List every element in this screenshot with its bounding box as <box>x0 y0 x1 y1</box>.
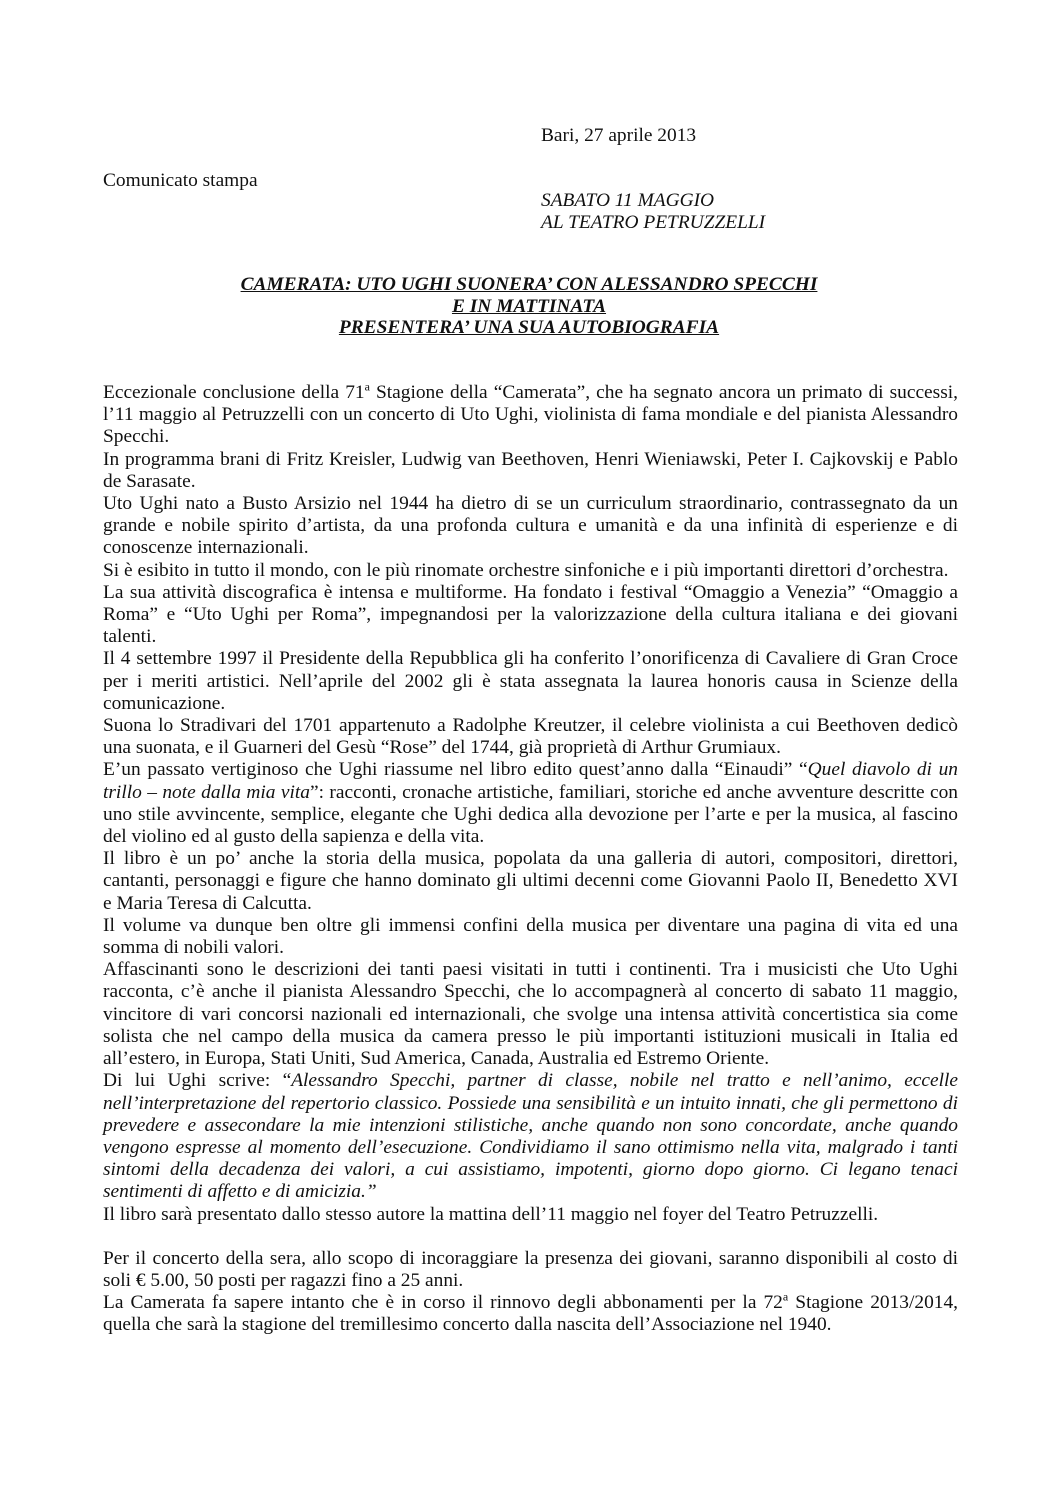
paragraph <box>103 1289 958 1336</box>
document-type: Comunicato stampa <box>103 170 258 191</box>
paragraph <box>103 759 958 848</box>
paragraph-text: Stagione della “Camerata”, che ha segnato ancora un primato di successi, l’11 maggio al Petruzzelli con un concerto di Uto Ughi, violinista di fama mondiale e del pianista Alessandro Specchi. <box>103 382 958 448</box>
paragraph: Per il concerto della sera, allo scopo di incoraggiare la presenza dei giovani, saranno disponibili al costo di soli € 5.00, 50 posti per ragazzi fino a 25 anni. <box>103 1247 958 1291</box>
paragraph: Si è esibito in tutto il mondo, con le più rinomate orchestre sinfoniche e i più importanti direttori d’orchestra. <box>103 559 949 581</box>
paragraph: Il libro è un po’ anche la storia della musica, popolata da una galleria di autori, compositori, direttori, cantanti, personaggi e figure che hanno dominato gli ultimi decenni come Giovanni Paolo II, Benedetto XVI e Maria Teresa di Calcutta. <box>103 848 958 914</box>
ordinal-superscript: a <box>782 1289 789 1304</box>
headline-line-2: E IN MATTINATA <box>451 295 607 317</box>
headline <box>103 274 955 339</box>
paragraph: Il libro sarà presentato dallo stesso autore la mattina dell’11 maggio nel foyer del Teatro Petruzzelli. <box>103 1203 879 1225</box>
paragraph: La sua attività discografica è intensa e multiforme. Ha fondato i festival “Omaggio a Venezia” “Omaggio a Roma” e “Uto Ughi per Roma”, impegnandosi per la valorizzazione della cultura italiana e dei giovani talenti. <box>103 581 958 648</box>
paragraph-text: Stagione 2013/2014, quella che sarà la stagione del tremillesimo concerto dalla nascita dell’Associazione nel 1940. <box>103 1292 958 1336</box>
quotation: Alessandro Specchi, partner di classe, nobile nel tratto e nell’animo, eccelle nell’interpretazione del repertorio classico. Possiede una sensibilità e un intuito innati, che gli permettono di prevedere e assecondare la mie intenzioni stilistiche, anche quando non sono concordate, anche quando vengono espresse al momento dell’esecuzione. Condividiamo il sano ottimismo nella vita, malgrado i tanti sintomi della decadenza dei valori, a cui assistiamo, impotenti, giorno dopo giorno. Ci legano tenaci sentimenti di affetto e di amicizia.” <box>103 1070 959 1203</box>
paragraph-text: Di lui Ughi scrive: “ <box>103 1070 292 1092</box>
paragraph: Suona lo Stradivari del 1701 appartenuto a Radolphe Kreutzer, il celebre violinista a cui Beethoven dedicò una suonata, e il Guarneri del Gesù “Rose” del 1744, già proprietà di Arthur Grumiaux. <box>103 715 958 759</box>
event-info <box>541 190 765 234</box>
paragraph: Uto Ughi nato a Busto Arsizio nel 1944 ha dietro di se un curriculum straordinario, contrassegnato da un grande e nobile spirito d’artista, da una profonda cultura e umanità e da una infinità di esperienze e di conoscenze internazionali. <box>103 493 958 559</box>
headline-line-1: CAMERATA: UTO UGHI SUONERA’ CON ALESSANDRO SPECCHI <box>240 274 818 295</box>
paragraph-text: E’un passato vertiginoso che Ughi riassume nel libro edito quest’anno dalla “Einaudi” “ <box>103 759 808 781</box>
paragraph-text: Eccezionale conclusione della 71 <box>103 382 365 403</box>
paragraph <box>103 1070 958 1203</box>
paragraph-spacer <box>103 1226 958 1248</box>
event-venue: AL TEATRO PETRUZZELLI <box>541 212 766 234</box>
paragraph <box>103 379 958 449</box>
book-title: Quel diavolo di un trillo – note dalla mia vita <box>103 759 958 803</box>
paragraph: Il volume va dunque ben oltre gli immensi confini della musica per diventare una pagina di vita ed una somma di nobili valori. <box>103 914 958 959</box>
release-date: Bari, 27 aprile 2013 <box>541 125 697 146</box>
paragraph: Affascinanti sono le descrizioni dei tanti paesi visitati in tutti i continenti. Tra i musicisti che Uto Ughi racconta, c’è anche il pianista Alessandro Specchi, che lo accompagnerà al concerto di sabato 11 maggio, vincitore di vari concorsi nazionali ed internazionali, che svolge una intensa attività concertistica sia come solista che nel campo della musica da camera presso le più importanti istituzioni musicali in Italia ed all’estero, in Europa, Stati Uniti, Sud America, Canada, Australia ed Estremo Oriente. <box>103 959 958 1070</box>
paragraph-text: ”: racconti, cronache artistiche, familiari, storiche ed anche avventure descritte con uno stile avvincente, semplice, elegante che Ughi dedica alla devozione per l’arte e per la musica, al fascino del violino ed al gusto della sapienza e della vita. <box>103 781 958 848</box>
event-day: SABATO 11 MAGGIO <box>541 190 715 211</box>
paragraph: In programma brani di Fritz Kreisler, Ludwig van Beethoven, Henri Wieniawski, Peter I. Cajkovskij e Pablo de Sarasate. <box>103 448 958 492</box>
ordinal-superscript: a <box>364 379 370 394</box>
body-text <box>103 379 959 1337</box>
headline-line-3: PRESENTERA’ UNA SUA AUTOBIOGRAFIA <box>338 317 720 338</box>
paragraph: Il 4 settembre 1997 il Presidente della Repubblica gli ha conferito l’onorificenza di Cavaliere di Gran Croce per i meriti artistici. Nell’aprile del 2002 gli è stata assegnata la laurea honoris causa in Scienze della comunicazione. <box>103 648 958 714</box>
paragraph-text: La Camerata fa sapere intanto che è in corso il rinnovo degli abbonamenti per la 72 <box>103 1292 783 1314</box>
